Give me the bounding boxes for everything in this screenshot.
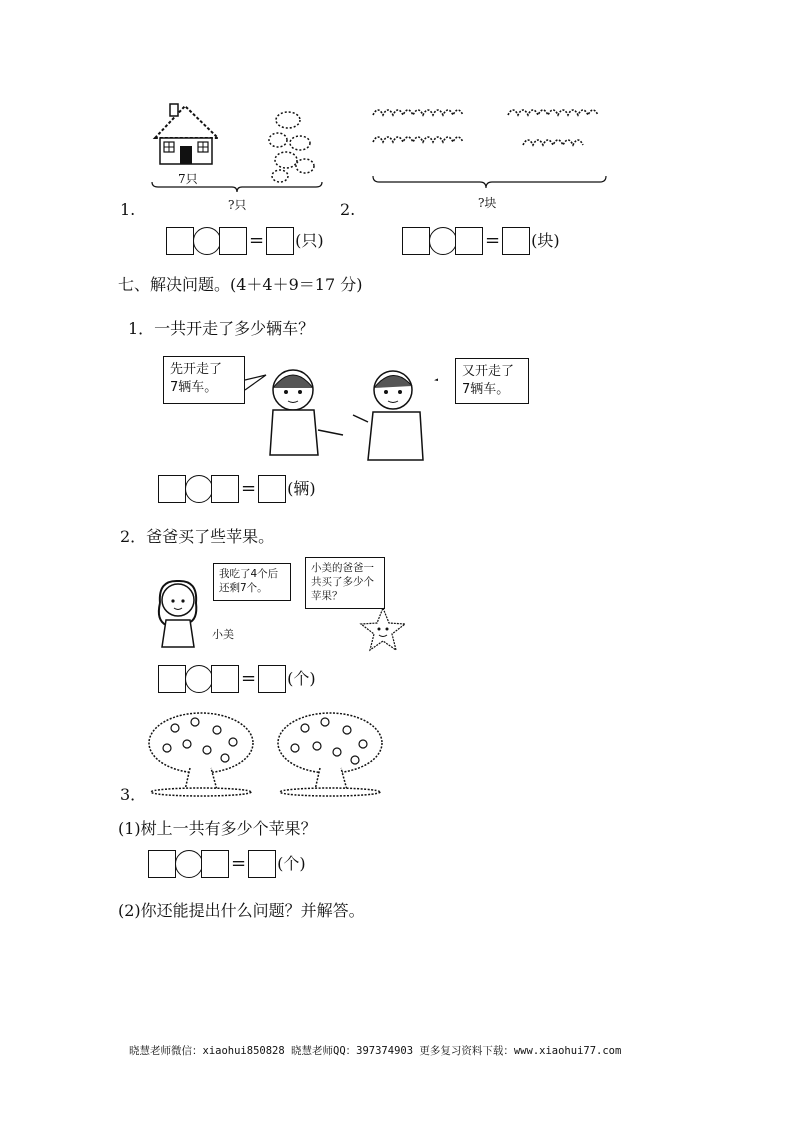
answer-box[interactable]: [158, 475, 186, 503]
girl-name-label: 小美: [212, 628, 234, 641]
speech-bubble-right: 又开走了 7辆车。: [455, 358, 529, 404]
candy-rows-illustration: [368, 100, 608, 190]
speech-bubble-star: 小美的爸爸一 共买了多少个 苹果？: [305, 557, 385, 609]
brace-bottom-label: ?只: [228, 198, 247, 212]
answer-box[interactable]: [166, 227, 194, 255]
question-3-number: 3．: [120, 785, 147, 804]
star-character-icon: [358, 605, 408, 655]
girl-and-boy-illustration: [238, 360, 438, 468]
answer-box[interactable]: [211, 665, 239, 693]
result-box[interactable]: [502, 227, 530, 255]
brace-bottom-label: ?块: [478, 196, 497, 210]
operator-circle[interactable]: [193, 227, 221, 255]
answer-box[interactable]: [402, 227, 430, 255]
speech-bubble-left: 先开走了 7辆车。: [163, 356, 245, 404]
result-box[interactable]: [258, 475, 286, 503]
footer-text: 晓慧老师微信：xiaohui850828 晓慧老师QQ：397374903 更多复习资料下载：www.xiaohui77.com: [129, 1045, 622, 1057]
section-heading: 七、解决问题。(4＋4＋9＝17 分): [118, 275, 363, 294]
equation-p2: [402, 226, 560, 256]
equals-sign: =: [241, 478, 257, 499]
equation-p1: [166, 226, 324, 256]
result-box[interactable]: [258, 665, 286, 693]
equation-q2: [158, 664, 316, 694]
operator-circle[interactable]: [429, 227, 457, 255]
answer-box[interactable]: [219, 227, 247, 255]
answer-box[interactable]: [158, 665, 186, 693]
equals-sign: =: [249, 230, 265, 251]
problem1-number: 1.: [120, 200, 136, 219]
answer-box[interactable]: [455, 227, 483, 255]
unit-label: (只): [295, 231, 324, 250]
equation-q3: [148, 849, 306, 879]
unit-label: (块): [531, 231, 560, 250]
question-1-title: 1．一共开走了多少辆车？: [128, 319, 315, 338]
answer-box[interactable]: [201, 850, 229, 878]
apple-trees-illustration: [145, 708, 385, 798]
speech-bubble-girl: 我吃了4个后 还剩7个。: [213, 563, 291, 601]
answer-box[interactable]: [211, 475, 239, 503]
problem2-number: 2.: [340, 200, 356, 219]
unit-label: (辆): [287, 479, 316, 498]
question-3-sub2: (2)你还能提出什么问题？并解答。: [118, 901, 365, 920]
unit-label: (个): [287, 669, 316, 688]
result-box[interactable]: [266, 227, 294, 255]
equals-sign: =: [485, 230, 501, 251]
equals-sign: =: [241, 668, 257, 689]
question-3-sub1: (1)树上一共有多少个苹果？: [118, 819, 317, 838]
brace-top-label: 7只: [178, 172, 198, 186]
equals-sign: =: [231, 853, 247, 874]
question-2-title: 2．爸爸买了些苹果。: [120, 527, 275, 546]
operator-circle[interactable]: [175, 850, 203, 878]
operator-circle[interactable]: [185, 475, 213, 503]
result-box[interactable]: [248, 850, 276, 878]
girl-illustration: [148, 575, 213, 650]
equation-q1: [158, 474, 316, 504]
answer-box[interactable]: [148, 850, 176, 878]
unit-label: (个): [277, 854, 306, 873]
house-with-birds-illustration: [150, 98, 325, 193]
operator-circle[interactable]: [185, 665, 213, 693]
